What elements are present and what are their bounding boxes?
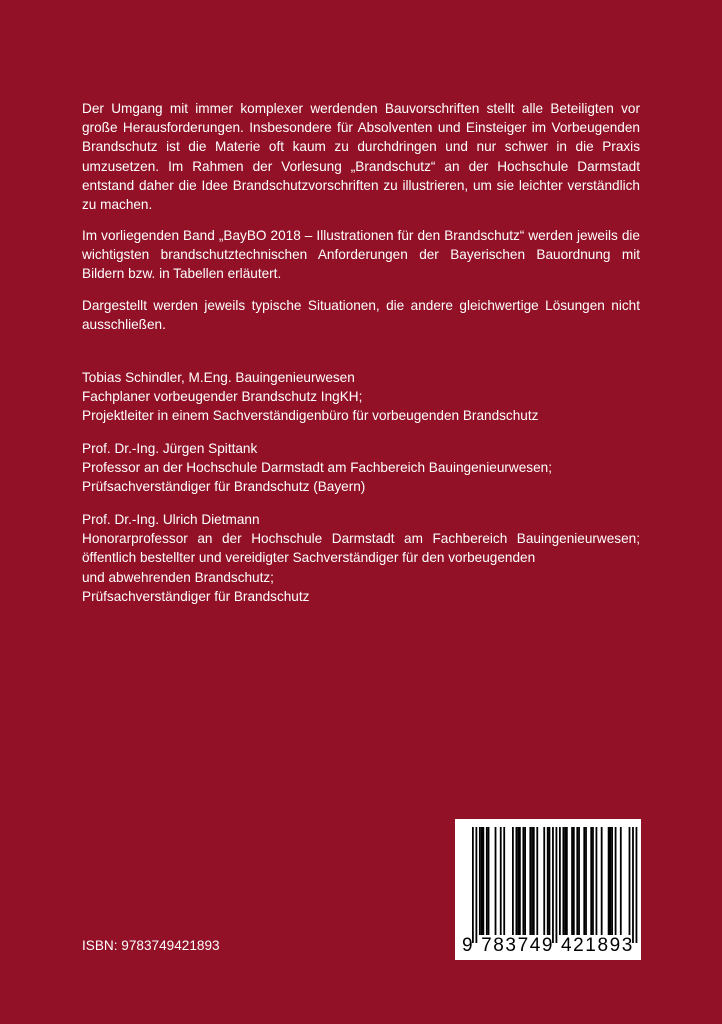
author-credential: und abwehrenden Brandschutz; xyxy=(82,569,274,585)
author-credential: Prüfsachverständiger für Brandschutz xyxy=(82,588,310,604)
barcode-bar xyxy=(517,827,519,935)
barcode-bar xyxy=(632,827,634,943)
barcode-bar xyxy=(512,827,514,935)
barcode-bar xyxy=(479,827,481,935)
barcode-bar xyxy=(576,827,578,935)
barcode-bar xyxy=(592,827,594,935)
barcode-bar xyxy=(503,827,505,935)
barcode-bar xyxy=(533,827,535,935)
barcode-bar xyxy=(524,827,526,935)
author-credential: Prüfsachverständiger für Brandschutz (Bayern) xyxy=(82,479,366,495)
barcode-bar xyxy=(562,827,564,935)
barcode-bar xyxy=(475,827,477,943)
barcode-bar xyxy=(583,827,585,935)
barcode-bar xyxy=(522,827,524,935)
barcode-bar xyxy=(547,827,549,935)
barcode-bar xyxy=(571,827,573,935)
author-credential: Honorarprofessor an der Hochschule Darmstadt am Fachbereich Bauingenieurwesen; xyxy=(82,531,640,547)
barcode-bar xyxy=(488,827,490,935)
author-credential: Fachplaner vorbeugender Brandschutz IngKH; xyxy=(82,389,363,405)
barcode-bar xyxy=(578,827,580,935)
author-credential: Projektleiter in einem Sachverständigenbüro für vorbeugenden Brandschutz xyxy=(82,408,539,424)
author-bio-schindler xyxy=(82,368,640,426)
barcode-bar xyxy=(472,827,474,943)
barcode-digits: 9 783749 421893 xyxy=(462,935,634,956)
barcode-bar xyxy=(556,827,558,943)
barcode-bar xyxy=(596,827,598,935)
intro-paragraph: Der Umgang mit immer komplexer werdenden Bauvorschriften stellt alle Beteiligten vor große Herausforderungen. Insbesondere für Absolventen und Einsteiger im Vorbeugenden Brandschutz ist die Materie oft kaum zu durchdringen und nur schwer in die Praxis umzusetzen. Im Rahmen der Vorlesung „Brandschutz“ an der Hochschule Darmstadt entstand daher die Idee Brandschutzvorschriften zu illustrieren, um sie leichter verständlich zu machen. xyxy=(82,101,640,213)
barcode-bar xyxy=(519,827,521,935)
author-credential: öffentlich bestellter und vereidigter Sachverständiger für den vorbeugenden xyxy=(82,550,536,566)
barcode-bar xyxy=(636,827,638,943)
isbn-barcode xyxy=(455,819,641,960)
isbn-label: ISBN: 9783749421893 xyxy=(82,938,220,953)
barcode-bar xyxy=(629,827,631,935)
barcode-bar xyxy=(601,827,603,935)
barcode-bar xyxy=(609,827,611,935)
barcode-bar xyxy=(573,827,575,935)
author-name: Prof. Dr.-Ing. Ulrich Dietmann xyxy=(82,512,260,527)
author-bio-dietmann xyxy=(82,510,640,606)
author-name: Prof. Dr.-Ing. Jürgen Spittank xyxy=(82,441,258,456)
barcode-bar xyxy=(615,827,617,935)
author-credential: Professor an der Hochschule Darmstadt am Fachbereich Bauingenieurwesen; xyxy=(82,460,552,476)
barcode-bar xyxy=(482,827,484,935)
barcode-bar xyxy=(564,827,566,935)
barcode-bar xyxy=(536,827,538,935)
barcode-bar xyxy=(531,827,533,935)
barcode-bar xyxy=(552,827,554,943)
barcode-bar xyxy=(549,827,551,935)
barcode-bar xyxy=(529,827,531,935)
barcode-bar xyxy=(590,827,592,935)
barcode-bar xyxy=(481,827,483,935)
disclaimer-paragraph: Dargestellt werden jeweils typische Situationen, die andere gleichwertige Lösungen nicht ausschließen. xyxy=(82,298,640,333)
barcode-bar xyxy=(543,827,545,935)
barcode-bar xyxy=(486,827,488,935)
author-name: Tobias Schindler, M.Eng. Bauingenieurwesen xyxy=(82,370,355,385)
barcode-bar xyxy=(620,827,622,935)
barcode-bar xyxy=(608,827,610,935)
barcode-bar xyxy=(566,827,568,935)
volume-description-paragraph: Im vorliegenden Band „BayBO 2018 – Illustrationen für den Brandschutz“ werden jeweils die wichtigsten brandschutztechnischen Anforderungen der Bayerischen Bauordnung mit Bildern bzw. in Tabellen erläutert. xyxy=(82,228,640,282)
barcode-bar xyxy=(500,827,502,935)
barcode-bar xyxy=(611,827,613,935)
author-bio-spittank xyxy=(82,439,640,497)
barcode-bar xyxy=(495,827,497,935)
barcode-bar xyxy=(559,827,561,935)
barcode-bar xyxy=(585,827,587,935)
barcode-bar xyxy=(516,827,518,935)
